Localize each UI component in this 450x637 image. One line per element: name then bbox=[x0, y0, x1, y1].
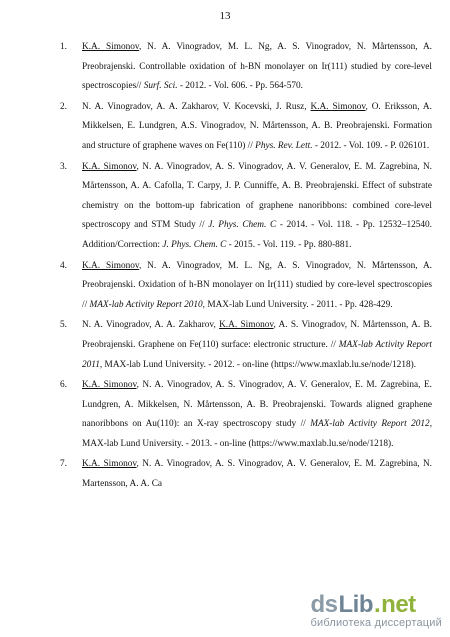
reference-text bbox=[82, 98, 432, 157]
reference-item bbox=[60, 158, 433, 256]
journal-name: Surf. Sci. bbox=[143, 81, 178, 92]
reference-segment: , MAX-lab Lund University. - 2012. - on-line (https://www.maxlab.lu.se/node/1218). bbox=[99, 359, 417, 370]
reference-segment: , N. A. Vinogradov, M. L. Ng, A. S. Vinogradov, N. Mårtensson, A. Preobrajenski. Oxidation of h-BN monolayer on Ir(111) studied by core-level spectroscopies // bbox=[82, 260, 432, 310]
author-highlight: K.A. Simonov bbox=[82, 161, 137, 172]
reference-segment: , N. A. Vinogradov, A. S. Vinogradov, A. V. Generalov, E. M. Zagrebina, E. Lundgren, A. Mikkelsen, N. Mårtensson, A. B. Preobrajenski. Towards aligned graphene nanoribbons on Au(110): an X-ray spectroscopy study // bbox=[82, 380, 432, 430]
reference-item bbox=[60, 98, 432, 157]
journal-name: MAX-lab Activity Report 2012 bbox=[310, 419, 430, 430]
watermark-lib: Lib bbox=[338, 591, 373, 618]
reference-number: 2. bbox=[60, 101, 67, 112]
reference-item bbox=[60, 38, 432, 97]
journal-name: J. Phys. Chem. C bbox=[162, 239, 227, 250]
reference-number: 7. bbox=[60, 459, 67, 470]
watermark bbox=[310, 591, 442, 629]
reference-list bbox=[60, 38, 432, 496]
watermark-ds: ds bbox=[310, 591, 338, 618]
reference-number: 1. bbox=[60, 42, 67, 52]
watermark-dot: . bbox=[373, 591, 381, 618]
watermark-logo bbox=[310, 591, 442, 619]
reference-segment: N. A. Vinogradov, A. A. Zakharov, V. Kocevski, J. Rusz, bbox=[82, 101, 311, 112]
reference-text bbox=[82, 257, 432, 316]
reference-segment: , N. A. Vinogradov, A. S. Vinogradov, A. V. Generalov, E. M. Zagrebina, N. Martensson, A. A. Ca bbox=[82, 459, 432, 490]
reference-segment: , O. Eriksson, A. Mikkelsen, E. Lundgren, A.S. Vinogradov, N. Mårtensson, A. B. Preobrajenski. Formation and structure of graphene waves on Fe(110) // bbox=[82, 101, 432, 151]
author-highlight: K.A. Simonov bbox=[82, 380, 137, 391]
journal-name: J. Phys. Chem. C bbox=[208, 220, 277, 231]
reference-segment: , N. A. Vinogradov, M. L. Ng, A. S. Vinogradov, N. Mårtensson, A. Preobrajenski. Controllable oxidation of h-BN monolayer on Ir(111) studied by core-level spectroscopies// bbox=[82, 42, 432, 92]
reference-text bbox=[82, 38, 432, 97]
author-highlight: K.A. Simonov bbox=[82, 459, 137, 470]
reference-segment: , MAX-lab Lund University. - 2011. - Pp. 428-429. bbox=[202, 299, 393, 310]
reference-segment: - 2012. - Vol. 109. - P. 026101. bbox=[312, 140, 430, 151]
author-highlight: K.A. Simonov bbox=[219, 320, 274, 331]
reference-number: 6. bbox=[60, 380, 67, 391]
reference-text bbox=[82, 316, 432, 375]
reference-number: 4. bbox=[60, 260, 67, 271]
reference-segment: - 2012. - Vol. 606. - Pp. 564-570. bbox=[177, 81, 303, 92]
reference-item bbox=[60, 316, 432, 375]
reference-item bbox=[60, 455, 432, 494]
author-highlight: K.A. Simonov bbox=[82, 42, 139, 52]
author-highlight: K.A. Simonov bbox=[310, 101, 366, 112]
reference-segment: - 2015. - Vol. 119. - Pp. 880-881. bbox=[226, 239, 352, 250]
reference-number: 3. bbox=[60, 161, 67, 172]
reference-segment: N. A. Vinogradov, A. A. Zakharov, bbox=[82, 320, 220, 331]
watermark-subtitle: библиотека диссертаций bbox=[310, 617, 442, 629]
reference-item bbox=[60, 376, 433, 454]
reference-segment: , A. S. Vinogradov, N. Mårtensson, A. B. Preobrajenski. Graphene on Fe(110) surface: electronic structure. // bbox=[82, 320, 432, 350]
reference-segment: - 2014. - Vol. 118. - Pp. 12532–12540. Addition/Correction: bbox=[82, 220, 433, 250]
reference-text bbox=[82, 455, 432, 494]
reference-item bbox=[60, 257, 432, 316]
reference-segment: , MAX-lab Lund University. - 2013. - on-line (https://www.maxlab.lu.se/node/1218). bbox=[82, 419, 433, 449]
reference-text bbox=[82, 376, 432, 454]
journal-name: MAX-lab Activity Report 2010 bbox=[89, 299, 203, 310]
watermark-net: net bbox=[381, 591, 416, 618]
reference-number: 5. bbox=[60, 320, 67, 331]
journal-name: MAX-lab Activity Report 2011 bbox=[82, 339, 432, 370]
journal-name: Phys. Rev. Lett. bbox=[255, 140, 313, 151]
reference-segment: , N. A. Vinogradov, A. S. Vinogradov, A. V. Generalov, E. M. Zagrebina, N. Mårtensson, A. A. Cafolla, T. Carpy, J. P. Cunniffe, A. B. Preobrajenski. Effect of substrate chemistry on the bottom-up fabrication of graphene nanoribbons: combined core-level spectroscopy and STM Study // bbox=[82, 161, 432, 231]
author-highlight: K.A. Simonov bbox=[82, 260, 139, 271]
page-number: 13 bbox=[219, 10, 231, 22]
reference-text bbox=[82, 158, 432, 256]
